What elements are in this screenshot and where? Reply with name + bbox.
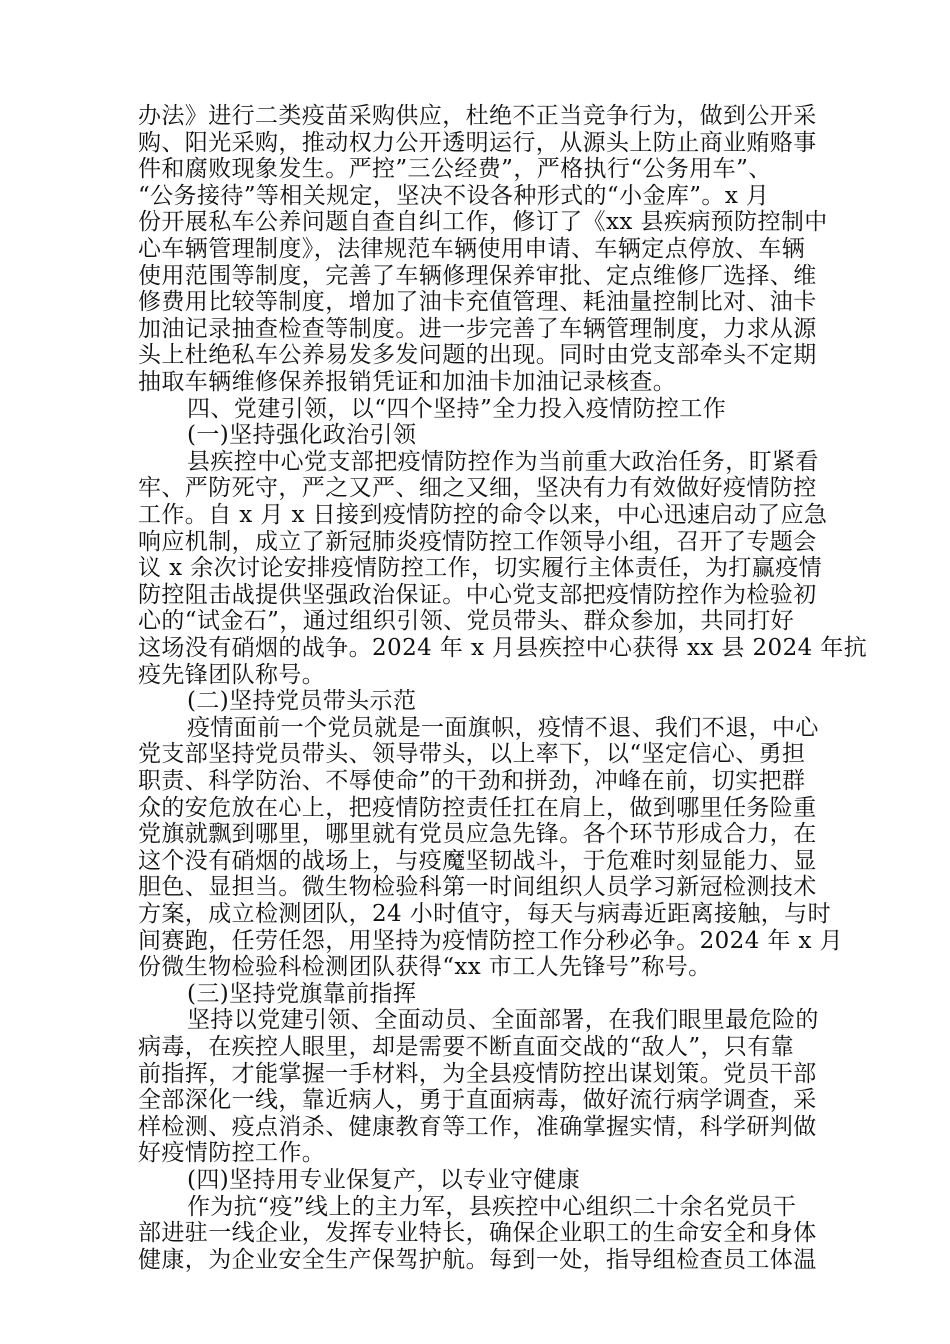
text-line: 使用范围等制度，完善了车辆修理保养审批、定点维修厂选择、维 (138, 262, 817, 289)
text-line: 健康，为企业安全生产保驾护航。每到一处，指导组检查员工体温 (138, 1246, 817, 1273)
text-line: 心的“试金石”，通过组织引领、党员带头、群众参加，共同打好 (138, 608, 795, 635)
text-line: 作为抗“疫”线上的主力军，县疾控中心组织二十余名党员干 (187, 1193, 797, 1220)
text-line: 件和腐败现象发生。严控”三公经费”，严格执行“公务用车”、 (138, 156, 772, 183)
text-line: 心车辆管理制度》，法律规范车辆使用申请、车辆定点停放、车辆 (138, 236, 806, 262)
text-line: 四、党建引领，以“四个坚持”全力投入疫情防控工作 (187, 395, 727, 422)
text-line: (二)坚持党员带头示范 (187, 688, 417, 715)
text-line: 抽取车辆维修保养报销凭证和加油卡加油记录核查。 (138, 369, 677, 395)
text-line: 这场没有硝烟的战争。2024 年 x 月县疾控中心获得 xx 县 2024 年抗 (138, 635, 868, 661)
text-line: 份微生物检验科检测团队获得“xx 市工人先锋号”称号。 (138, 954, 712, 981)
text-line: 办法》进行二类疫苗采购供应，杜绝不正当竞争行为，做到公开采 (138, 103, 817, 129)
text-line: 党旗就飘到哪里，哪里就有党员应急先锋。各个环节形成合力，在 (138, 821, 817, 848)
text-line: 职责、科学防治、不辱使命”的干劲和拼劲，冲峰在前，切实把群 (138, 768, 806, 794)
text-line: 好疫情防控工作。 (138, 1140, 326, 1167)
text-line: 全部深化一线，靠近病人，勇于直面病毒，做好流行病学调查，采 (138, 1087, 817, 1114)
text-line: 胆色、显担当。微生物检验科第一时间组织人员学习新冠检测技术 (138, 874, 817, 901)
text-line: 牢、严防死守，严之又严、细之又细，坚决有力有效做好疫情防控 (138, 475, 817, 502)
text-line: 间赛跑，任劳任怨，用坚持为疫情防控工作分秒必争。2024 年 x 月 (138, 927, 844, 954)
text-line: (一)坚持强化政治引领 (187, 422, 417, 449)
text-line: 响应机制，成立了新冠肺炎疫情防控工作领导小组，召开了专题会 (138, 528, 817, 555)
text-line: 样检测、疫点消杀、健康教育等工作，准确掌握实情，科学研判做 (138, 1113, 817, 1140)
text-line: 议 x 余次讨论安排疫情防控工作，切实履行主体责任，为打赢疫情 (138, 555, 822, 582)
text-line: 前指挥，才能掌握一手材料，为全县疫情防控出谋划策。党员干部 (138, 1060, 817, 1087)
text-line: 这个没有硝烟的战场上，与疫魔坚韧战斗，于危难时刻显能力、显 (138, 847, 817, 874)
text-line: 工作。自 x 月 x 日接到疫情防控的命令以来，中心迅速启动了应急 (138, 502, 828, 528)
text-line: 县疾控中心党支部把疫情防控作为当前重大政治任务，盯紧看 (187, 448, 819, 475)
text-line: (四)坚持用专业保复产，以专业守健康 (187, 1167, 581, 1193)
text-line: 方案，成立检测团队，24 小时值守，每天与病毒近距离接触，与时 (138, 901, 831, 927)
text-line: 份开展私车公养问题自查自纠工作，修订了《xx 县疾病预防控制中 (138, 209, 828, 236)
text-line: 购、阳光采购，推动权力公开透明运行，从源头上防止商业贿赂事 (138, 129, 817, 156)
text-line: 众的安危放在心上，把疫情防控责任扛在肩上，做到哪里任务险重 (138, 794, 817, 821)
text-line: 疫先锋团队称号。 (138, 661, 326, 688)
text-line: 防控阻击战提供坚强政治保证。中心党支部把疫情防控作为检验初 (138, 581, 817, 608)
text-line: 党支部坚持党员带头、领导带头，以上率下，以“坚定信心、勇担 (138, 741, 806, 768)
text-line: 坚持以党建引领、全面动员、全面部署，在我们眼里最危险的 (187, 1007, 819, 1034)
text-line: “公务接待”等相关规定，坚决不设各种形式的“小金库”。x 月 (138, 182, 770, 209)
text-line: 加油记录抽查检查等制度。进一步完善了车辆管理制度，力求从源 (138, 315, 817, 342)
text-line: 疫情面前一个党员就是一面旗帜，疫情不退、我们不退，中心 (187, 714, 819, 741)
text-line: 头上杜绝私车公养易发多发问题的出现。同时由党支部牵头不定期 (138, 342, 817, 369)
text-line: (三)坚持党旗靠前指挥 (187, 980, 417, 1007)
text-line: 部进驻一线企业，发挥专业特长，确保企业职工的生命安全和身体 (138, 1220, 817, 1247)
text-line: 修费用比较等制度，增加了油卡充值管理、耗油量控制比对、油卡 (138, 289, 817, 316)
text-line: 病毒，在疾控人眼里，却是需要不断直面交战的“敌人”，只有靠 (138, 1034, 795, 1060)
